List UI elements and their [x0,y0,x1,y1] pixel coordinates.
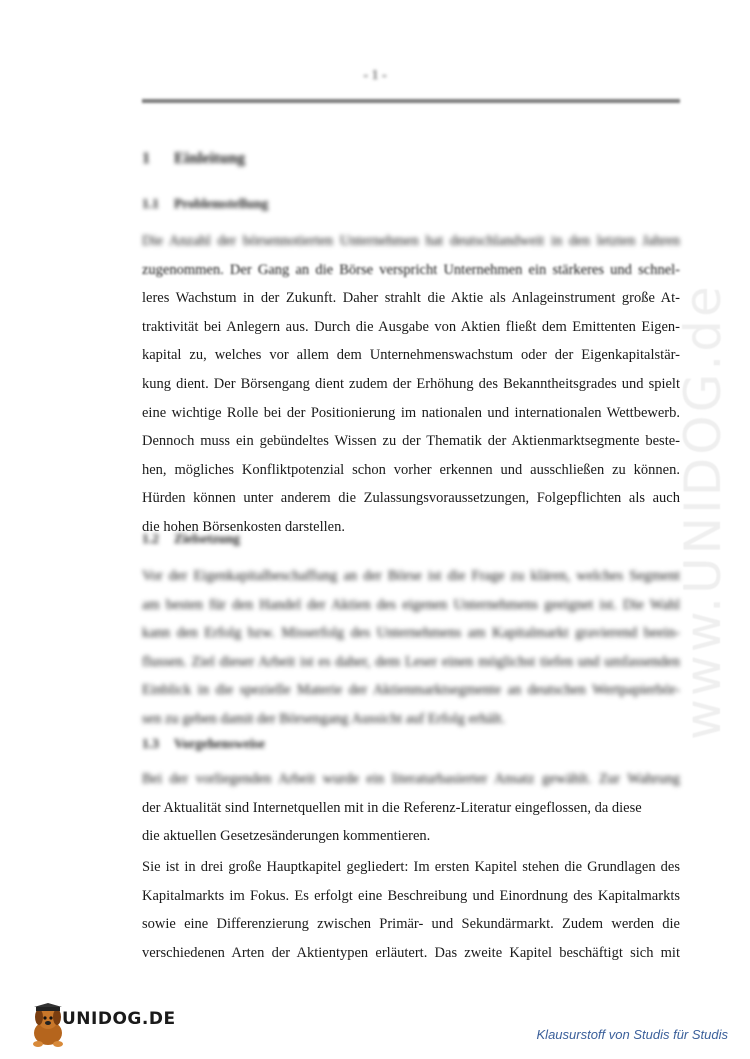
watermark: www.UNIDOG.de [674,283,732,740]
text-line: Hürden können unter anderem die Zulassungsvoraussetzungen, Folgepflichten als auch [142,490,680,507]
text-line: die aktuellen Gesetzesänderungen kommentieren. [142,828,431,845]
section-number: 1.3 [142,736,159,751]
footer-tagline: Klausurstoff von Studis für Studis [536,1027,728,1042]
text-line: kapital zu, welches vor allem dem Unternehmenswachstum oder der Eigenkapitalstär- [142,347,680,364]
problem-paragraph [142,227,680,542]
section-heading-1-1 [142,196,680,212]
text-line: zugenommen. Der Gang an die Börse verspricht Unternehmen ein stärkeres und schnel- [142,261,680,278]
text-line: traktivität bei Anlegern aus. Durch die Ausgabe von Aktien fließt dem Emittenten Eigen- [142,318,680,335]
text-line: der Aktualität sind Internetquellen mit in die Referenz-Literatur eingeflossen, da diese [142,799,642,816]
text-line: die hohen Börsenkosten darstellen. [142,518,345,535]
page-number: - 1 - [363,68,387,83]
text-line: flussen. Ziel dieser Arbeit ist es daher, dem Leser einen möglichst tiefen und umfassenden [142,653,680,670]
text-line: eine wichtige Rolle bei der Positionierung im nationalen und internationalen Wettbewerb. [142,404,680,421]
text-line: Die Anzahl der börsennotierten Unternehmen hat deutschlandweit in den letzten Jahren [142,233,680,249]
text-line: Sie ist in drei große Hauptkapitel gegliedert: Im ersten Kapitel stehen die Grundlagen des [142,859,680,875]
method-paragraph-2 [142,853,680,967]
text-line: leres Wachstum in der Zukunft. Daher strahlt die Aktie als Anlageinstrument große At- [142,290,680,307]
section-number: 1.2 [142,531,159,546]
text-line: Kapitalmarkts im Fokus. Es erfolgt eine Beschreibung und Einordnung des Kapitalmarkts [142,887,680,904]
logo-text: UNIDOG.DE [62,1009,176,1029]
section-heading-1-2 [142,531,680,547]
text-line: sowie eine Differenzierung zwischen Primär- und Sekundärmarkt. Zudem werden die [142,916,680,933]
method-paragraph-1 [142,765,680,851]
section-title: Vorgehensweise [174,736,265,751]
chapter-heading [142,150,680,168]
text-line: verschiedenen Arten der Aktientypen erläutert. Das zweite Kapitel beschäftigt sich mit [142,944,680,961]
text-line: kung dient. Der Börsengang dient zudem der Erhöhung des Bekanntheitsgrades und spielt [142,375,680,392]
chapter-number: 1 [142,150,150,167]
section-title: Zielsetzung [174,531,240,546]
section-heading-1-3 [142,736,680,752]
section-number: 1.1 [142,196,159,211]
unidog-logo[interactable] [28,1003,178,1051]
text-line: Vor der Eigenkapitalbeschaffung an der Börse ist die Frage zu klären, welches Segment [142,568,680,584]
goal-paragraph [142,562,680,734]
text-line: Bei der vorliegenden Arbeit wurde ein literaturbasierter Ansatz gewählt. Zur Wahrung [142,771,680,787]
text-line: Einblick in die spezielle Materie der Aktienmarktsegmente an deutschen Wertpapierbör- [142,682,680,699]
text-line: sen zu geben damit der Börsengang Aussicht auf Erfolg erhält. [142,710,506,727]
text-line: am besten für den Handel der Aktien des eigenen Unternehmens geeignet ist. Die Wahl [142,596,680,613]
text-line: Dennoch muss ein gebündeltes Wissen zu der Thematik der Aktienmarktsegmente beste- [142,433,680,450]
header-rule [142,99,680,103]
text-line: kann den Erfolg bzw. Misserfolg des Unternehmens am Kapitalmarkt gravierend beein- [142,625,680,642]
chapter-title: Einleitung [174,150,246,167]
section-title: Problemstellung [174,196,269,211]
text-line: hen, mögliches Konfliktpotenzial schon vorher erkennen und ausschließen zu können. [142,461,680,478]
